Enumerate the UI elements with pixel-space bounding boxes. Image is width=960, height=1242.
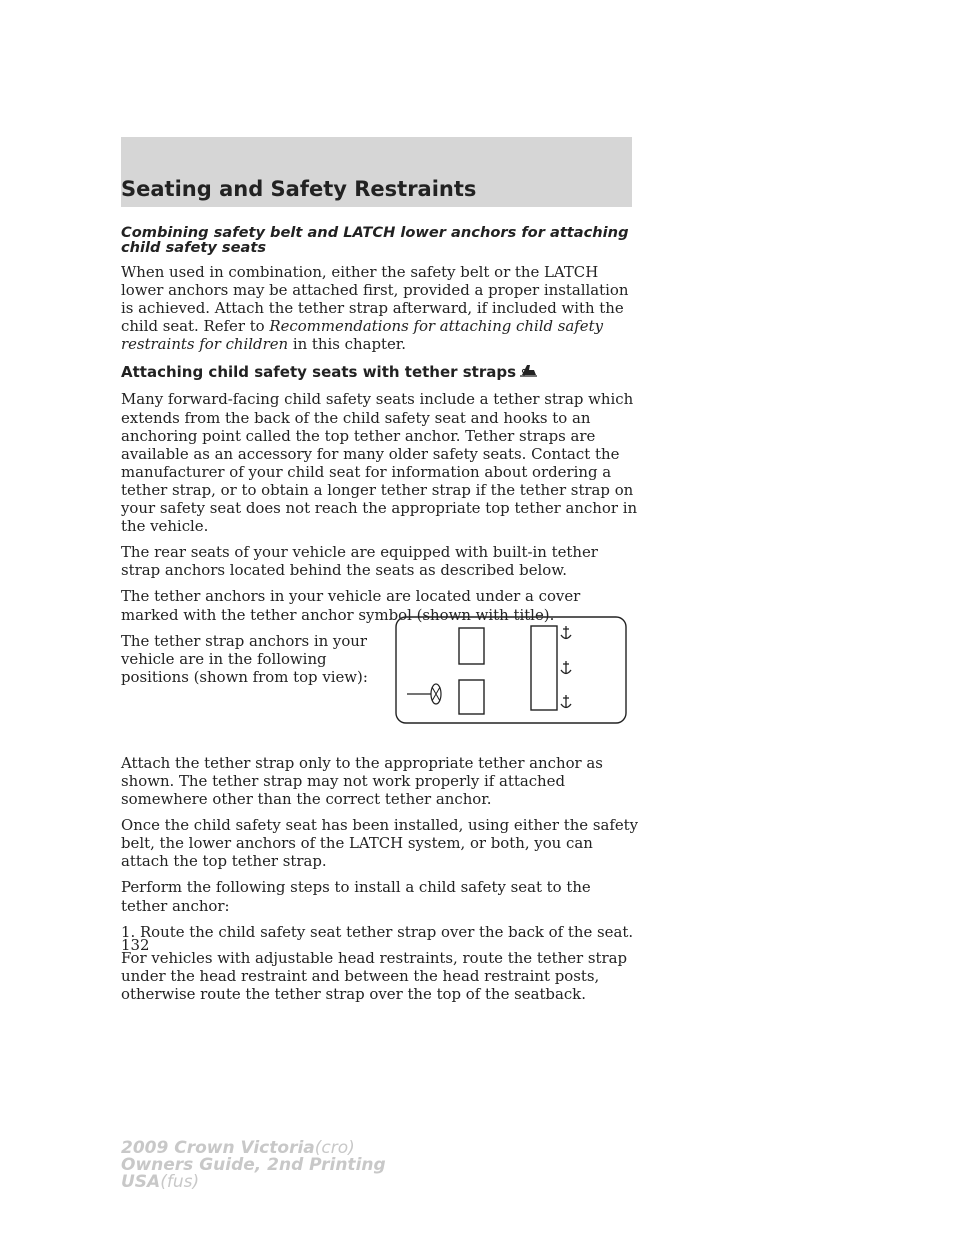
footer-market-code: (fus) xyxy=(160,1172,200,1192)
tether-anchor-icon xyxy=(519,361,539,383)
tether-paragraph-8: For vehicles with adjustable head restraints, route the tether strap under the head restraint and between the head restraint posts, otherwise route the tether strap over the top of the seatback. xyxy=(121,948,628,1003)
footer-market: USA xyxy=(121,1172,161,1192)
cross-reference-link: Recommendations for attaching child safety restraints for children xyxy=(121,317,604,354)
tether-heading-text: Attaching child safety seats with tether straps xyxy=(121,363,517,382)
step-1: 1. Route the child safety seat tether strap over the back of the seat. xyxy=(121,922,634,941)
anchor-position-diagram xyxy=(395,616,627,724)
front-seat-icon xyxy=(459,680,484,714)
anchor-icon xyxy=(561,661,571,674)
tether-paragraph-6: Once the child safety seat has been installed, using either the safety belt, the lower anchors of the LATCH system, or both, you can attach the top tether strap. xyxy=(121,816,639,871)
front-seat-icon xyxy=(459,628,484,664)
combining-paragraph xyxy=(121,263,641,353)
anchor-icon xyxy=(561,626,571,639)
vehicle-outline xyxy=(396,617,626,723)
page-title: Seating and Safety Restraints xyxy=(121,177,477,201)
anchor-icon xyxy=(561,695,571,708)
tether-paragraph-5: Attach the tether strap only to the appropriate tether anchor as shown. The tether strap may not work properly if attached somewhere other than the correct tether anchor. xyxy=(121,753,603,809)
combining-body-end: in this chapter. xyxy=(288,335,406,354)
main-content xyxy=(121,225,641,1011)
combining-heading: Combining safety belt and LATCH lower anchors for attaching child safety seats xyxy=(121,224,629,256)
footer-model-code: (cro) xyxy=(314,1138,355,1158)
steering-wheel-icon xyxy=(407,684,441,704)
tether-heading xyxy=(121,361,641,383)
tether-paragraph-3: The tether anchors in your vehicle are located under a cover marked with the tether anchor symbol (shown with title). xyxy=(121,587,581,624)
tether-paragraph-2: The rear seats of your vehicle are equipped with built-in tether strap anchors located behind the seats as described below. xyxy=(121,543,598,580)
rear-seat-icon xyxy=(531,626,557,710)
tether-paragraph-7: Perform the following steps to install a child safety seat to the tether anchor: xyxy=(121,878,591,915)
anchor-position-block xyxy=(121,632,641,754)
tether-paragraph-1: Many forward-facing child safety seats include a tether strap which extends from the back of the child safety seat and hooks to an anchoring point called the top tether anchor. Tether straps are available as an accessory for many older safety seats. Contact the manufacturer of your child seat for information about ordering a tether strap, or to obtain a longer tether strap if the tether strap on your safety seat does not reach the appropriate top tether anchor in the vehicle. xyxy=(121,390,638,536)
combining-body-start: When used in combination, either the safety belt or the LATCH lower anchors may be attached first, provided a proper installation is achieved. Attach the tether strap afterward, if included with the child seat. Refer to xyxy=(121,263,629,336)
tether-paragraph-4: The tether strap anchors in your vehicle are in the following positions (shown from top view): xyxy=(121,631,368,686)
footer-model: 2009 Crown Victoria xyxy=(121,1138,315,1158)
footer-guide: Owners Guide, 2nd Printing xyxy=(121,1155,386,1175)
page-number: 132 xyxy=(121,936,150,954)
footer-imprint xyxy=(121,1140,386,1191)
